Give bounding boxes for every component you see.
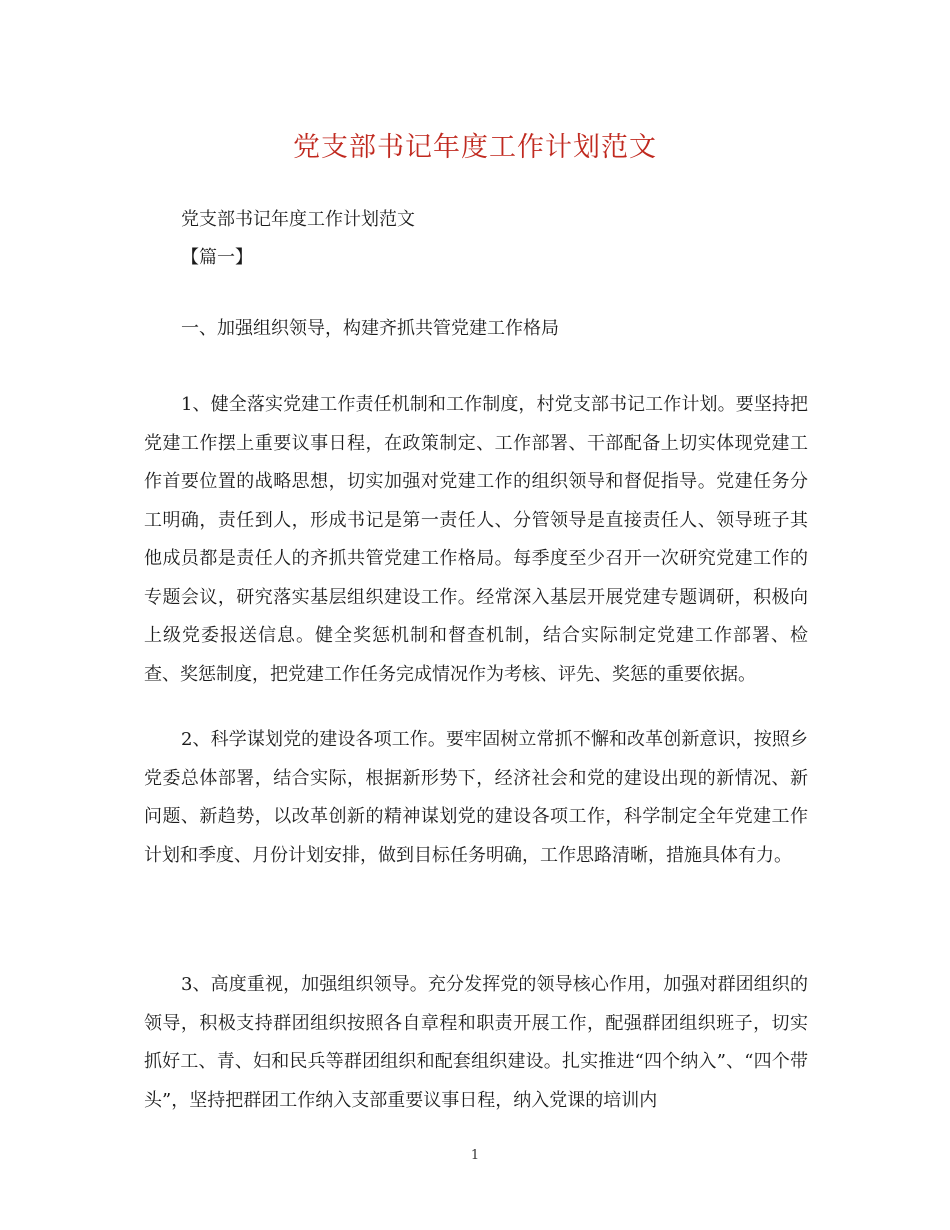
paragraph-3: 3、高度重视，加强组织领导。充分发挥党的领导核心作用，加强对群团组织的领导，积极支持群团组织按照各自章程和职责开展工作，配强群团组织班子，切实抓好工、青、妇和民兵等群团组织和配套组织建设。扎实推进“四个纳入”、“四个带头”，坚持把群团工作纳入支部重要议事日程，纳入党课的培训内 <box>144 974 808 1111</box>
document-title: 党支部书记年度工作计划范文 <box>293 132 657 163</box>
paragraph-2: 2、科学谋划党的建设各项工作。要牢固树立常抓不懈和改革创新意识，按照乡党委总体部署，结合实际，根据新形势下，经济社会和党的建设出现的新情况、新问题、新趋势，以改革创新的精神谋划党的建设各项工作，科学制定全年党建工作计划和季度、月份计划安排，做到目标任务明确，工作思路清晰，措施具体有力。 <box>144 729 808 866</box>
document-subtitle: 党支部书记年度工作计划范文 <box>181 209 415 230</box>
paragraph-1: 1、健全落实党建工作责任机制和工作制度，村党支部书记工作计划。要坚持把党建工作摆上重要议事日程，在政策制定、工作部署、干部配备上切实体现党建工作首要位置的战略思想，切实加强对党建工作的组织领导和督促指导。党建任务分工明确，责任到人，形成书记是第一责任人、分管领导是直接责任人、领导班子其他成员都是责任人的齐抓共管党建工作格局。每季度至少召开一次研究党建工作的专题会议，研究落实基层组织建设工作。经常深入基层开展党建专题调研，积极向上级党委报送信息。健全奖惩机制和督查机制，结合实际制定党建工作部署、检查、奖惩制度，把党建工作任务完成情况作为考核、评先、奖惩的重要依据。 <box>144 394 808 685</box>
page-number: 1 <box>470 1148 480 1163</box>
section-tag: 【篇一】 <box>181 247 253 268</box>
section-heading: 一、加强组织领导，构建齐抓共管党建工作格局 <box>181 318 559 339</box>
